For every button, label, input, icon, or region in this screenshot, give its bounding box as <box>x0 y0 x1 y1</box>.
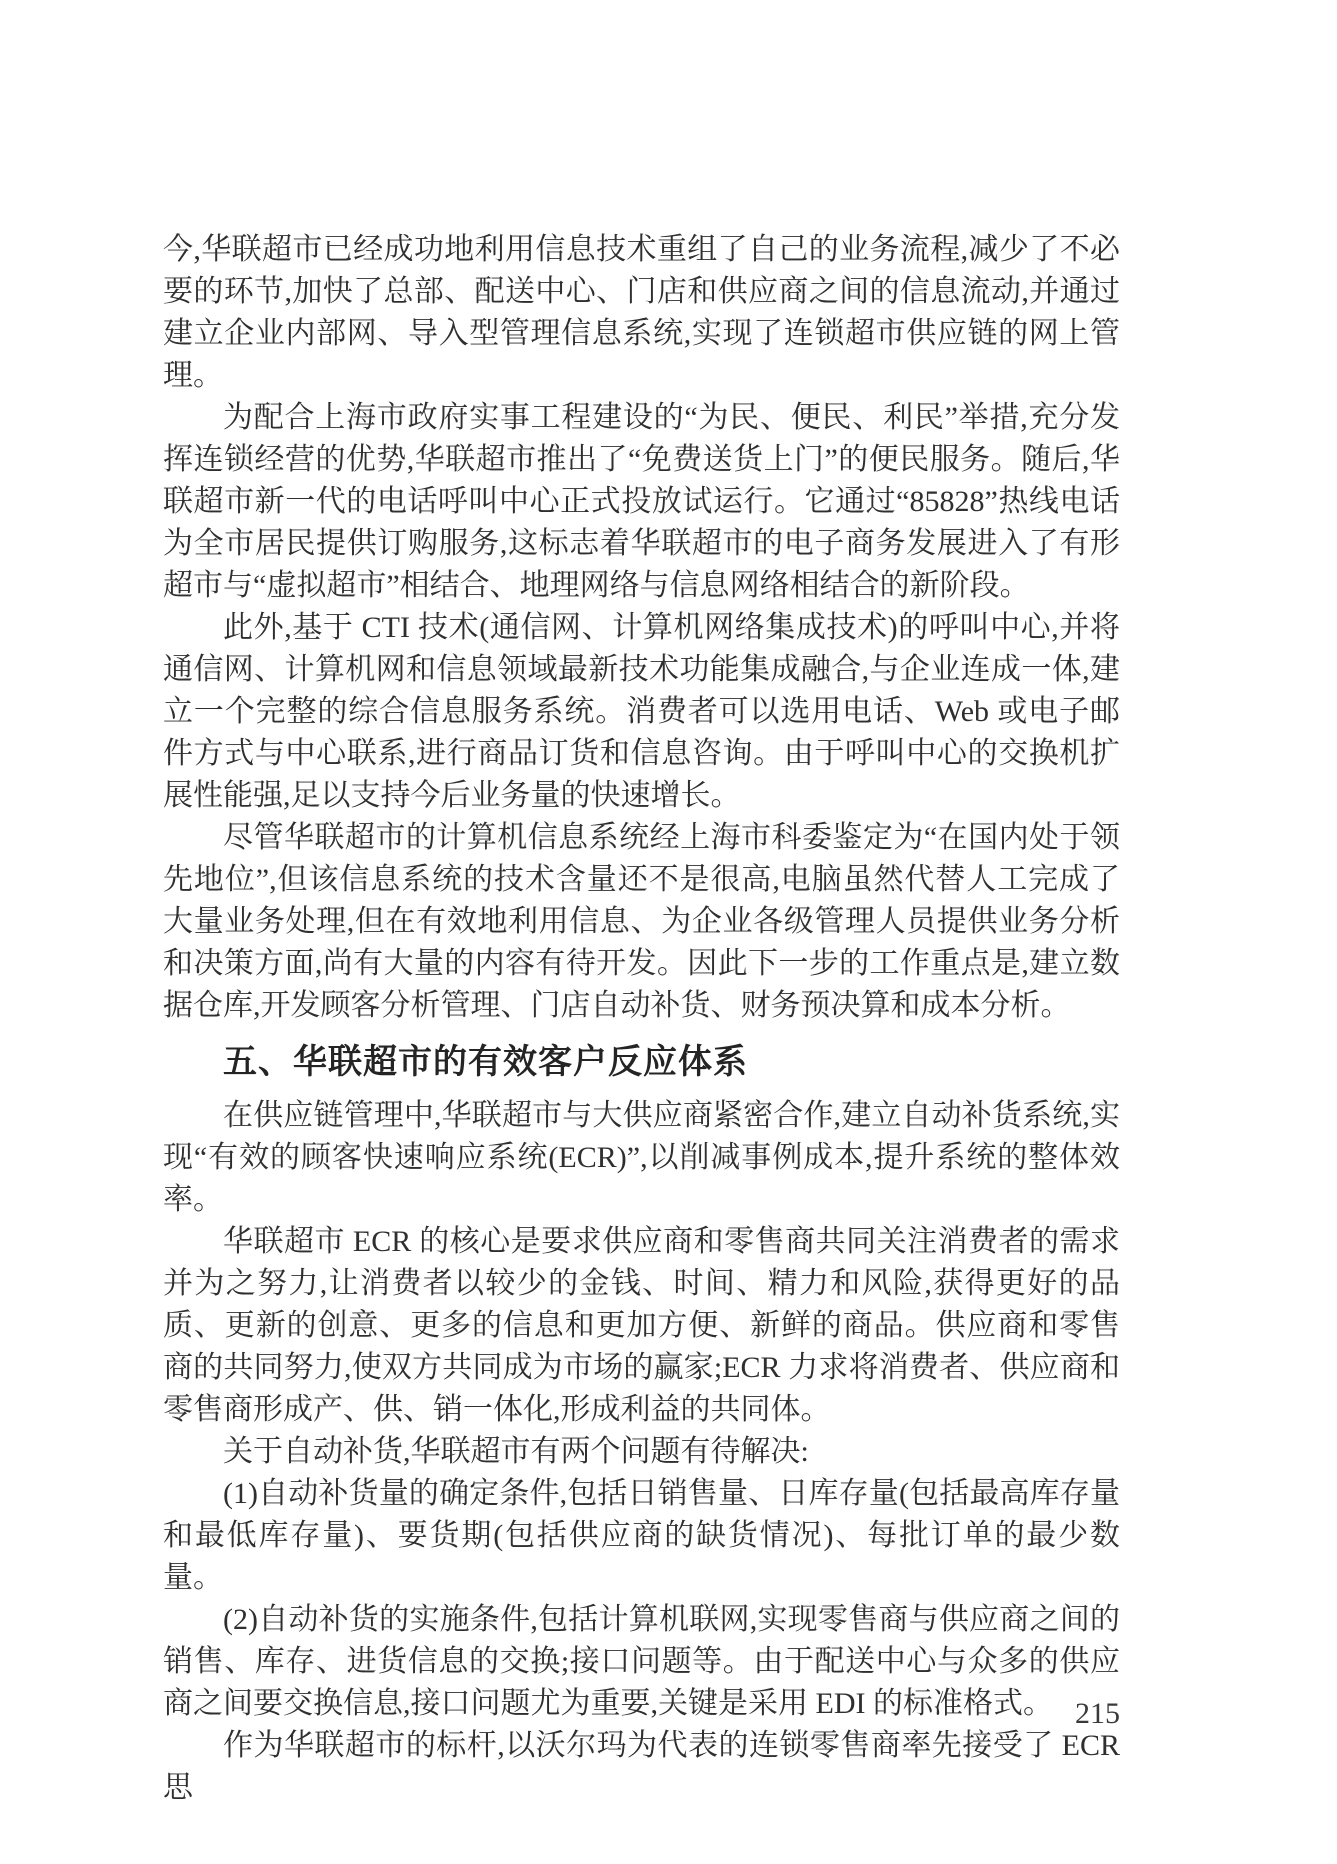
paragraph-cutoff: 作为华联超市的标杆,以沃尔玛为代表的连锁零售商率先接受了 ECR 思 <box>163 1729 1120 1804</box>
paragraph: (2)自动补货的实施条件,包括计算机联网,实现零售商与供应商之间的销售、库存、进货信息的交换;接口问题等。由于配送中心与众多的供应商之间要交换信息,接口问题尤为重要,关键是采用 EDI 的标准格式。 <box>163 1603 1120 1720</box>
paragraph: (1)自动补货量的确定条件,包括日销售量、日库存量(包括最高库存量和最低库存量)、要货期(包括供应商的缺货情况)、每批订单的最少数量。 <box>163 1477 1120 1594</box>
paragraph: 在供应链管理中,华联超市与大供应商紧密合作,建立自动补货系统,实现“有效的顾客快速响应系统(ECR)”,以削减事例成本,提升系统的整体效率。 <box>163 1099 1120 1216</box>
page-text-block <box>163 229 1120 1809</box>
paragraph: 为配合上海市政府实事工程建设的“为民、便民、利民”举措,充分发挥连锁经营的优势,华联超市推出了“免费送货上门”的便民服务。随后,华联超市新一代的电话呼叫中心正式投放试运行。它通过“85828”热线电话为全市居民提供订购服务,这标志着华联超市的电子商务发展进入了有形超市与“虚拟超市”相结合、地理网络与信息网络相结合的新阶段。 <box>163 401 1120 602</box>
section-heading: 五、华联超市的有效客户反应体系 <box>223 1043 748 1081</box>
paragraph: 华联超市 ECR 的核心是要求供应商和零售商共同关注消费者的需求并为之努力,让消费者以较少的金钱、时间、精力和风险,获得更好的品质、更新的创意、更多的信息和更加方便、新鲜的商品。供应商和零售商的共同努力,使双方共同成为市场的赢家;ECR 力求将消费者、供应商和零售商形成产、供、销一体化,形成利益的共同体。 <box>163 1225 1120 1426</box>
paragraph: 关于自动补货,华联超市有两个问题有待解决: <box>223 1435 809 1468</box>
paragraph: 此外,基于 CTI 技术(通信网、计算机网络集成技术)的呼叫中心,并将通信网、计算机网和信息领域最新技术功能集成融合,与企业连成一体,建立一个完整的综合信息服务系统。消费者可以选用电话、Web 或电子邮件方式与中心联系,进行商品订货和信息咨询。由于呼叫中心的交换机扩展性能强,足以支持今后业务量的快速增长。 <box>163 611 1120 812</box>
page-number: 215 <box>1075 1697 1120 1730</box>
paragraph: 尽管华联超市的计算机信息系统经上海市科委鉴定为“在国内处于领先地位”,但该信息系统的技术含量还不是很高,电脑虽然代替人工完成了大量业务处理,但在有效地利用信息、为企业各级管理人员提供业务分析和决策方面,尚有大量的内容有待开发。因此下一步的工作重点是,建立数据仓库,开发顾客分析管理、门店自动补货、财务预决算和成本分析。 <box>163 821 1120 1022</box>
paragraph-continuation: 今,华联超市已经成功地利用信息技术重组了自己的业务流程,减少了不必要的环节,加快了总部、配送中心、门店和供应商之间的信息流动,并通过建立企业内部网、导入型管理信息系统,实现了连锁超市供应链的网上管理。 <box>163 233 1120 392</box>
